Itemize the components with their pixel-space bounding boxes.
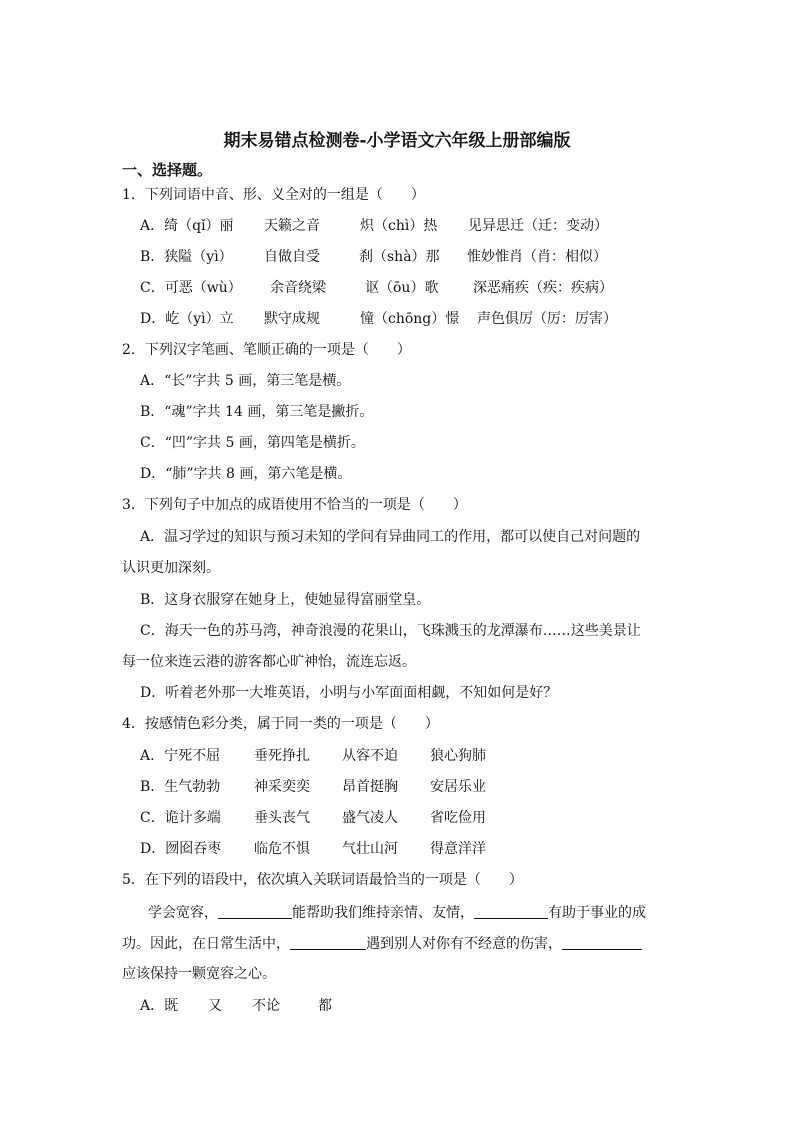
option-cell: 讴（ōu）歌	[365, 280, 439, 296]
option-cell: 垂头丧气	[254, 810, 310, 826]
question-3-option-a-line1: A．温习学过的知识与预习未知的学问有异曲同工的作用，都可以使自己对问题的	[140, 529, 641, 545]
question-1-option-a	[140, 216, 608, 236]
fill-blank	[290, 935, 366, 950]
option-cell: 狼心狗肺	[430, 748, 486, 764]
option-cell: 得意洋洋	[430, 841, 486, 857]
option-cell: 都	[318, 998, 332, 1014]
option-cell: 深恶痛疾（疾：疾病）	[473, 280, 613, 296]
question-3-option-a-line2: 认识更加深刻。	[122, 560, 220, 576]
option-cell: A．既	[140, 998, 179, 1014]
passage-text: 能帮助我们维持亲情、友情，	[292, 905, 474, 921]
option-cell: 默守成规	[264, 311, 320, 327]
option-cell: 余音绕梁	[270, 280, 326, 296]
option-cell: A．绮（qǐ）丽	[140, 218, 234, 234]
question-4-option-a	[140, 746, 486, 766]
fill-blank	[218, 904, 292, 919]
question-2-option-a: A．“长”字共 5 画，第三笔是横。	[140, 373, 351, 389]
question-2-stem: 2．下列汉字笔画、笔顺正确的一项是（ ）	[122, 342, 411, 358]
option-cell: C．可恶（wù）	[140, 280, 242, 296]
section-heading: 一、选择题。	[122, 161, 213, 179]
question-1-option-b	[140, 247, 607, 267]
option-cell: 炽（chì）热	[360, 218, 438, 234]
option-cell: 自做自受	[264, 249, 320, 265]
question-2-option-d: D．“肺”字共 8 画，第六笔是横。	[140, 466, 352, 482]
option-cell: 刹（shà）那	[359, 249, 440, 265]
page-title: 期末易错点检测卷-小学语文六年级上册部编版	[223, 131, 571, 151]
option-cell: 省吃俭用	[430, 810, 486, 826]
passage-text: 有助于事业的成	[548, 905, 646, 921]
option-cell: 垂死挣扎	[254, 748, 310, 764]
option-cell: 气壮山河	[342, 841, 398, 857]
question-2-option-b: B．“魂”字共 14 画，第三笔是撇折。	[140, 404, 374, 420]
question-4-option-d	[140, 839, 486, 859]
option-cell: 又	[208, 998, 222, 1014]
option-cell: A．宁死不屈	[140, 748, 221, 764]
option-cell: 安居乐业	[430, 779, 486, 795]
question-5-passage-line2	[122, 933, 642, 954]
question-2-option-c: C．“凹”字共 5 画，第四笔是横折。	[140, 435, 365, 451]
option-cell: 昂首挺胸	[342, 779, 398, 795]
option-cell: 从容不迫	[342, 748, 398, 764]
passage-text: 功。因此，在日常生活中，	[122, 936, 290, 952]
question-5-passage-line3: 应该保持一颗宽容之心。	[122, 966, 276, 982]
question-1-option-d	[140, 309, 617, 329]
option-cell: 临危不惧	[254, 841, 310, 857]
option-cell: 惟妙惟肖（肖：相似）	[467, 249, 607, 265]
option-cell: B．生气勃勃	[140, 779, 221, 795]
question-3-stem: 3．下列句子中加点的成语使用不恰当的一项是（ ）	[122, 497, 467, 513]
question-4-option-b	[140, 777, 486, 797]
question-1-option-c	[140, 278, 613, 298]
question-5-passage-line1	[148, 902, 646, 923]
option-cell: 神采奕奕	[254, 779, 310, 795]
option-cell: 憧（chōng）憬	[360, 311, 460, 327]
option-cell: 见异思迁（迁：变动）	[468, 218, 608, 234]
option-cell: 不论	[252, 998, 280, 1014]
fill-blank	[474, 904, 548, 919]
question-1-stem: 1．下列词语中音、形、义全对的一组是（ ）	[122, 187, 425, 203]
option-cell: 天籁之音	[264, 218, 320, 234]
option-cell: 盛气凌人	[342, 810, 398, 826]
option-cell: D．屹（yì）立	[140, 311, 234, 327]
passage-text: 遇到别人对你有不经意的伤害，	[366, 936, 562, 952]
question-5-stem: 5．在下列的语段中，依次填入关联词语最恰当的一项是（ ）	[122, 872, 523, 888]
question-4-option-c	[140, 808, 486, 828]
fill-blank	[562, 935, 642, 950]
question-3-option-c-line2: 每一位来连云港的游客都心旷神怡，流连忘返。	[122, 654, 416, 670]
question-3-option-d: D．听着老外那一大堆英语，小明与小军面面相觑，不知如何是好？	[140, 685, 558, 701]
option-cell: B．狭隘（yì）	[140, 249, 233, 265]
question-3-option-b: B．这身衣服穿在她身上，使她显得富丽堂皇。	[140, 592, 431, 608]
option-cell: D．囫囵吞枣	[140, 841, 222, 857]
option-cell: C．诡计多端	[140, 810, 221, 826]
passage-text: 学会宽容，	[148, 905, 218, 921]
question-3-option-c-line1: C．海天一色的苏马湾，神奇浪漫的花果山，飞珠溅玉的龙潭瀑布……这些美景让	[140, 623, 641, 639]
question-5-option-a	[140, 996, 332, 1016]
question-4-stem: 4．按感情色彩分类，属于同一类的一项是（ ）	[122, 716, 439, 732]
option-cell: 声色俱厉（厉：厉害）	[477, 311, 617, 327]
